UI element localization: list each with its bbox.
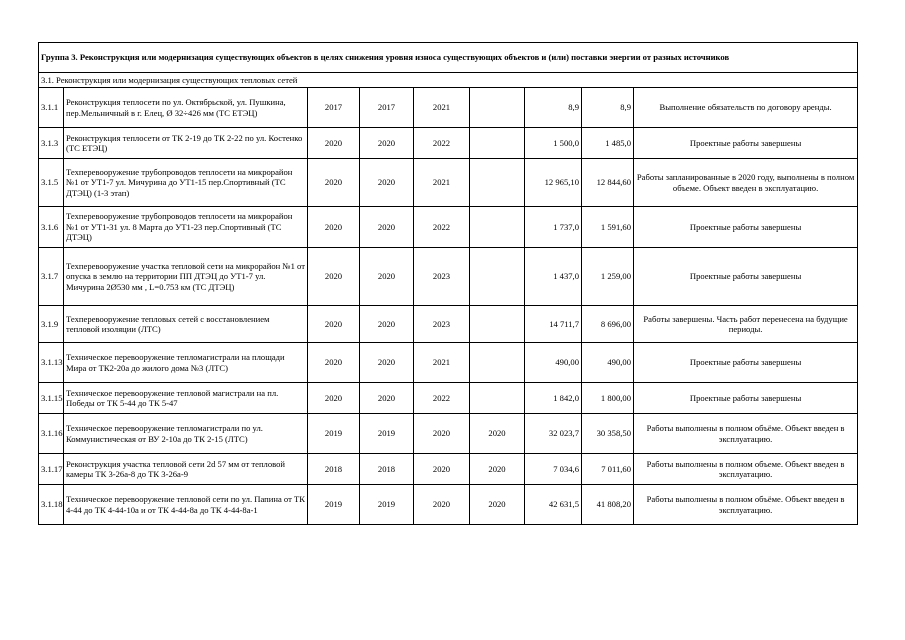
cost-plan-cell: 32 023,7 [525,414,582,454]
year-plan-start-cell: 2020 [360,159,414,207]
year-end-cell: 2020 [414,485,470,525]
cost-plan-cell: 8,9 [525,88,582,128]
table-row [39,454,858,485]
row-number: 3.1.3 [39,128,64,159]
status-note: Выполнение обязательств по договору аренды. [634,88,858,128]
year-start-cell: 2020 [308,383,360,414]
table-row [39,414,858,454]
row-number: 3.1.7 [39,248,64,306]
year-actual-end-cell [470,306,525,343]
object-name: Техническое перевооружение тепловой сети по ул. Папина от ТК 4-44 до ТК 4-44-10а и от ТК 4-44-8а до ТК 4-44-8а-1 [64,485,308,525]
row-number: 3.1.15 [39,383,64,414]
year-actual-end-cell [470,343,525,383]
year-start-cell: 2020 [308,306,360,343]
cost-actual-cell: 8,9 [582,88,634,128]
cost-plan-cell: 490,00 [525,343,582,383]
year-plan-start-cell: 2020 [360,207,414,248]
year-start-cell: 2019 [308,414,360,454]
row-number: 3.1.5 [39,159,64,207]
cost-actual-cell: 1 485,0 [582,128,634,159]
status-note: Проектные работы завершены [634,128,858,159]
object-name: Реконструкция теплосети по ул. Октябрьской, ул. Пушкина, пер.Мельничный в г. Елец, Ø 32÷426 мм (ТС ЕТЭЦ) [64,88,308,128]
row-number: 3.1.17 [39,454,64,485]
status-note: Работы выполнены в полном объёме. Объект введен в эксплуатацию. [634,414,858,454]
subgroup-header-row [39,73,858,88]
status-note: Работы выполнены в полном объеме. Объект введен в эксплуатацию. [634,454,858,485]
row-number: 3.1.13 [39,343,64,383]
object-name: Техническое перевооружение тепломагистрали на площади Мира от ТК2-20а до жилого дома №3 (ЛТС) [64,343,308,383]
year-actual-end-cell [470,383,525,414]
year-end-cell: 2020 [414,454,470,485]
year-actual-end-cell: 2020 [470,485,525,525]
year-actual-end-cell [470,207,525,248]
table-row [39,207,858,248]
cost-plan-cell: 1 500,0 [525,128,582,159]
year-end-cell: 2021 [414,343,470,383]
table-row [39,485,858,525]
year-end-cell: 2023 [414,306,470,343]
cost-actual-cell: 7 011,60 [582,454,634,485]
object-name: Реконструкция участка тепловой сети 2d 57 мм от тепловой камеры ТК 3-26а-8 до ТК 3-26а-9 [64,454,308,485]
year-actual-end-cell [470,128,525,159]
object-name: Техперевооружение трубопроводов теплосети на микрорайон №1 от УТ1-31 ул. 8 Марта до УТ1-23 пер.Спортивный (ТС ДТЭЦ) [64,207,308,248]
object-name: Техперевооружение трубопроводов теплосети на микрорайон №1 от УТ1-7 ул. Мичурина до УТ1-15 пер.Спортивный (ТС ДТЭЦ) (1-3 этап) [64,159,308,207]
year-plan-start-cell: 2020 [360,343,414,383]
object-name: Техперевооружение участка тепловой сети на микрорайон №1 от опуска в землю на территории ПП ДТЭЦ до УТ1-7 ул. Мичурина 2Ø530 мм , L=0.753 км (ТС ДТЭЦ) [64,248,308,306]
status-note: Проектные работы завершены [634,383,858,414]
year-end-cell: 2022 [414,383,470,414]
year-actual-end-cell [470,248,525,306]
year-actual-end-cell: 2020 [470,454,525,485]
year-start-cell: 2020 [308,343,360,383]
year-start-cell: 2020 [308,128,360,159]
status-note: Проектные работы завершены [634,343,858,383]
year-start-cell: 2020 [308,159,360,207]
table-row [39,248,858,306]
status-note: Работы завершены. Часть работ перенесена на будущие периоды. [634,306,858,343]
table-row [39,159,858,207]
table-row [39,383,858,414]
table-row [39,128,858,159]
row-number: 3.1.18 [39,485,64,525]
year-plan-start-cell: 2019 [360,414,414,454]
cost-actual-cell: 1 800,00 [582,383,634,414]
subgroup-title: 3.1. Реконструкция или модернизация существующих тепловых сетей [39,73,858,88]
year-plan-start-cell: 2019 [360,485,414,525]
year-end-cell: 2023 [414,248,470,306]
cost-actual-cell: 1 259,00 [582,248,634,306]
table-row [39,306,858,343]
year-plan-start-cell: 2018 [360,454,414,485]
status-note: Работы выполнены в полном объёме. Объект введен в эксплуатацию. [634,485,858,525]
status-note: Работы запланированные в 2020 году, выполнены в полном объеме. Объект введен в эксплуатацию. [634,159,858,207]
table-row [39,88,858,128]
row-number: 3.1.6 [39,207,64,248]
year-plan-start-cell: 2020 [360,128,414,159]
year-actual-end-cell: 2020 [470,414,525,454]
group-header-row [39,43,858,73]
row-number: 3.1.16 [39,414,64,454]
year-start-cell: 2017 [308,88,360,128]
year-end-cell: 2020 [414,414,470,454]
year-start-cell: 2019 [308,485,360,525]
group-title: Группа 3. Реконструкция или модернизация существующих объектов в целях снижения уровня износа существующих объектов и (или) поставки энергии от разных источников [39,43,858,73]
cost-actual-cell: 1 591,60 [582,207,634,248]
year-plan-start-cell: 2020 [360,248,414,306]
status-note: Проектные работы завершены [634,248,858,306]
object-name: Техническое перевооружение тепломагистрали по ул. Коммунистическая от ВУ 2-10а до ТК 2-15 (ЛТС) [64,414,308,454]
cost-actual-cell: 12 844,60 [582,159,634,207]
year-start-cell: 2018 [308,454,360,485]
year-end-cell: 2022 [414,128,470,159]
object-name: Техническое перевооружение тепловой магистрали на пл. Победы от ТК 5-44 до ТК 5-47 [64,383,308,414]
table-row [39,343,858,383]
cost-plan-cell: 1 737,0 [525,207,582,248]
year-end-cell: 2021 [414,88,470,128]
object-name: Техперевооружение тепловых сетей с восстановлением тепловой изоляции (ЛТС) [64,306,308,343]
cost-plan-cell: 1 842,0 [525,383,582,414]
investment-program-table [38,42,858,525]
cost-actual-cell: 8 696,00 [582,306,634,343]
year-end-cell: 2022 [414,207,470,248]
cost-plan-cell: 7 034,6 [525,454,582,485]
year-plan-start-cell: 2020 [360,306,414,343]
object-name: Реконструкция теплосети от ТК 2-19 до ТК 2-22 по ул. Костенко (ТС ЕТЭЦ) [64,128,308,159]
status-note: Проектные работы завершены [634,207,858,248]
cost-plan-cell: 14 711,7 [525,306,582,343]
cost-plan-cell: 1 437,0 [525,248,582,306]
year-start-cell: 2020 [308,207,360,248]
year-end-cell: 2021 [414,159,470,207]
year-plan-start-cell: 2020 [360,383,414,414]
year-plan-start-cell: 2017 [360,88,414,128]
row-number: 3.1.9 [39,306,64,343]
cost-plan-cell: 12 965,10 [525,159,582,207]
cost-actual-cell: 41 808,20 [582,485,634,525]
year-start-cell: 2020 [308,248,360,306]
year-actual-end-cell [470,88,525,128]
cost-plan-cell: 42 631,5 [525,485,582,525]
year-actual-end-cell [470,159,525,207]
cost-actual-cell: 490,00 [582,343,634,383]
row-number: 3.1.1 [39,88,64,128]
cost-actual-cell: 30 358,50 [582,414,634,454]
